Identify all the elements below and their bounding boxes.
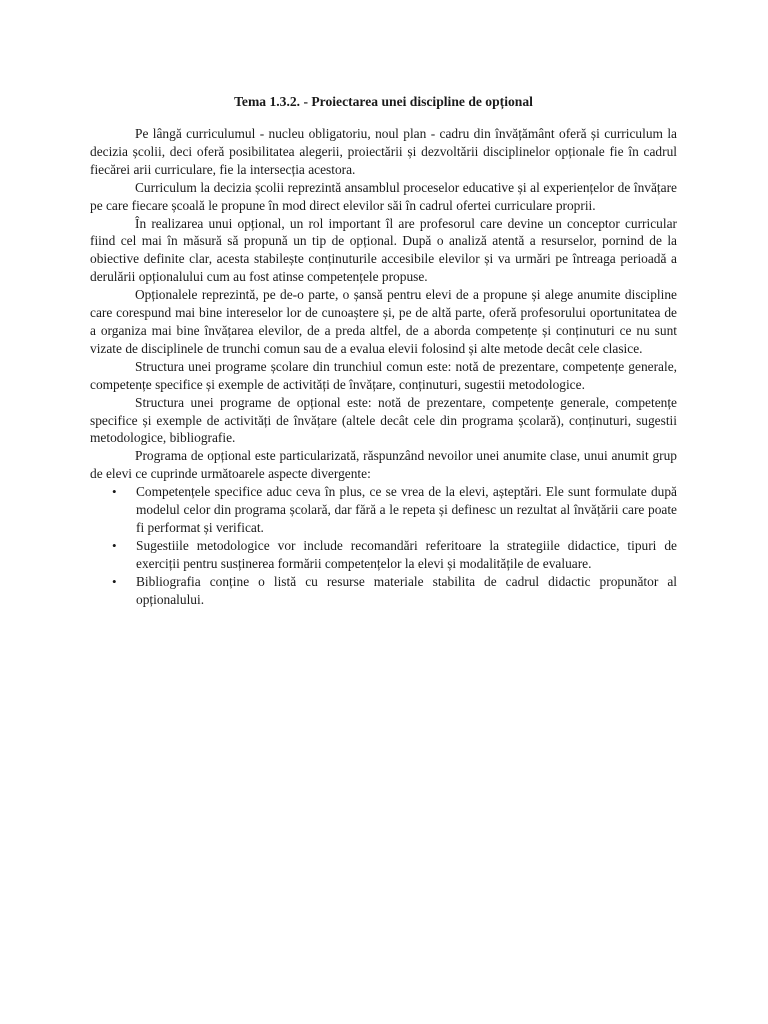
bullet-text: Sugestiile metodologice vor include recomandări referitoare la strategiile didactice, tipuri de exerciții pentru susținerea formării competențelor la elevi și modalitățile de evaluare. bbox=[136, 537, 677, 571]
paragraph-6: Structura unei programe de opțional este: notă de prezentare, competențe generale, competențe specifice și exemple de activități de învățare (altele decât cele din programa școlară), conținuturi, sugestii metodologice, bibliografie. bbox=[90, 394, 677, 446]
bullet-item-bibliografia bbox=[90, 573, 677, 609]
paragraph-4: Opționalele reprezintă, pe de-o parte, o șansă pentru elevi de a propune și alege anumite discipline care corespund mai bine intereselor lor de cunoaștere și, pe de altă parte, oferă profesorului oportunitatea de a organiza mai bine învățarea elevilor, de a preda altfel, de a aborda competențe și conținuturi ce nu sunt vizate de disciplinele de trunchi comun sau de a evalua elevii folosind și alte metode decât cele clasice. bbox=[90, 287, 677, 356]
paragraph-3: În realizarea unui opțional, un rol important îl are profesorul care devine un conceptor curricular fiind cel mai în măsură să propună un tip de opțional. După o analiză atentă a resurselor, pornind de la obiective definite clar, acesta stabilește conținuturile accesibile elevilor și va urmări pe întreaga perioadă a derulării opționalului cum au fost atinse competențele propuse. bbox=[90, 215, 677, 285]
bullet-item-competente bbox=[90, 483, 677, 537]
bullet-icon: • bbox=[112, 573, 117, 589]
paragraph-2: Curriculum la decizia școlii reprezintă ansamblul proceselor educative și al experiențelor de învățare pe care fiecare școală le propune în mod direct elevilor săi în cadrul ofertei curriculare proprii. bbox=[90, 179, 677, 213]
paragraph-7: Programa de opțional este particularizată, răspunzând nevoilor unei anumite clase, unui anumit grup de elevi ce cuprinde următoarele aspecte divergente: bbox=[90, 448, 677, 482]
bullet-text: Competențele specifice aduc ceva în plus, ce se vrea de la elevi, așteptări. Ele sunt formulate după modelul celor din programa școlară, dar fără a le repeta și definesc un rezultat al învățării care poate fi performat și verificat. bbox=[136, 484, 677, 535]
paragraph-5: Structura unei programe școlare din trunchiul comun este: notă de prezentare, competențe generale, competențe specifice și exemple de activități de învățare, conținuturi, sugestii metodologice. bbox=[90, 358, 677, 392]
document-title: Tema 1.3.2. - Proiectarea unei discipline de opțional bbox=[234, 94, 533, 109]
bullet-text: Bibliografia conține o listă cu resurse materiale stabilita de cadrul didactic propunător al opționalului. bbox=[136, 573, 677, 607]
bullet-item-sugestii bbox=[90, 537, 677, 573]
paragraph-1: Pe lângă curriculumul - nucleu obligatoriu, noul plan - cadru din învățământ oferă și curriculum la decizia școlii, deci oferă posibilitatea alegerii, proiectării și dezvoltării disciplinelor opționale fie în cadrul fiecărei arii curriculare, fie la intersecția acestora. bbox=[90, 126, 677, 177]
bullet-icon: • bbox=[112, 484, 117, 500]
bullet-icon: • bbox=[112, 537, 117, 553]
bullet-list bbox=[90, 483, 677, 608]
document-page bbox=[90, 93, 677, 608]
